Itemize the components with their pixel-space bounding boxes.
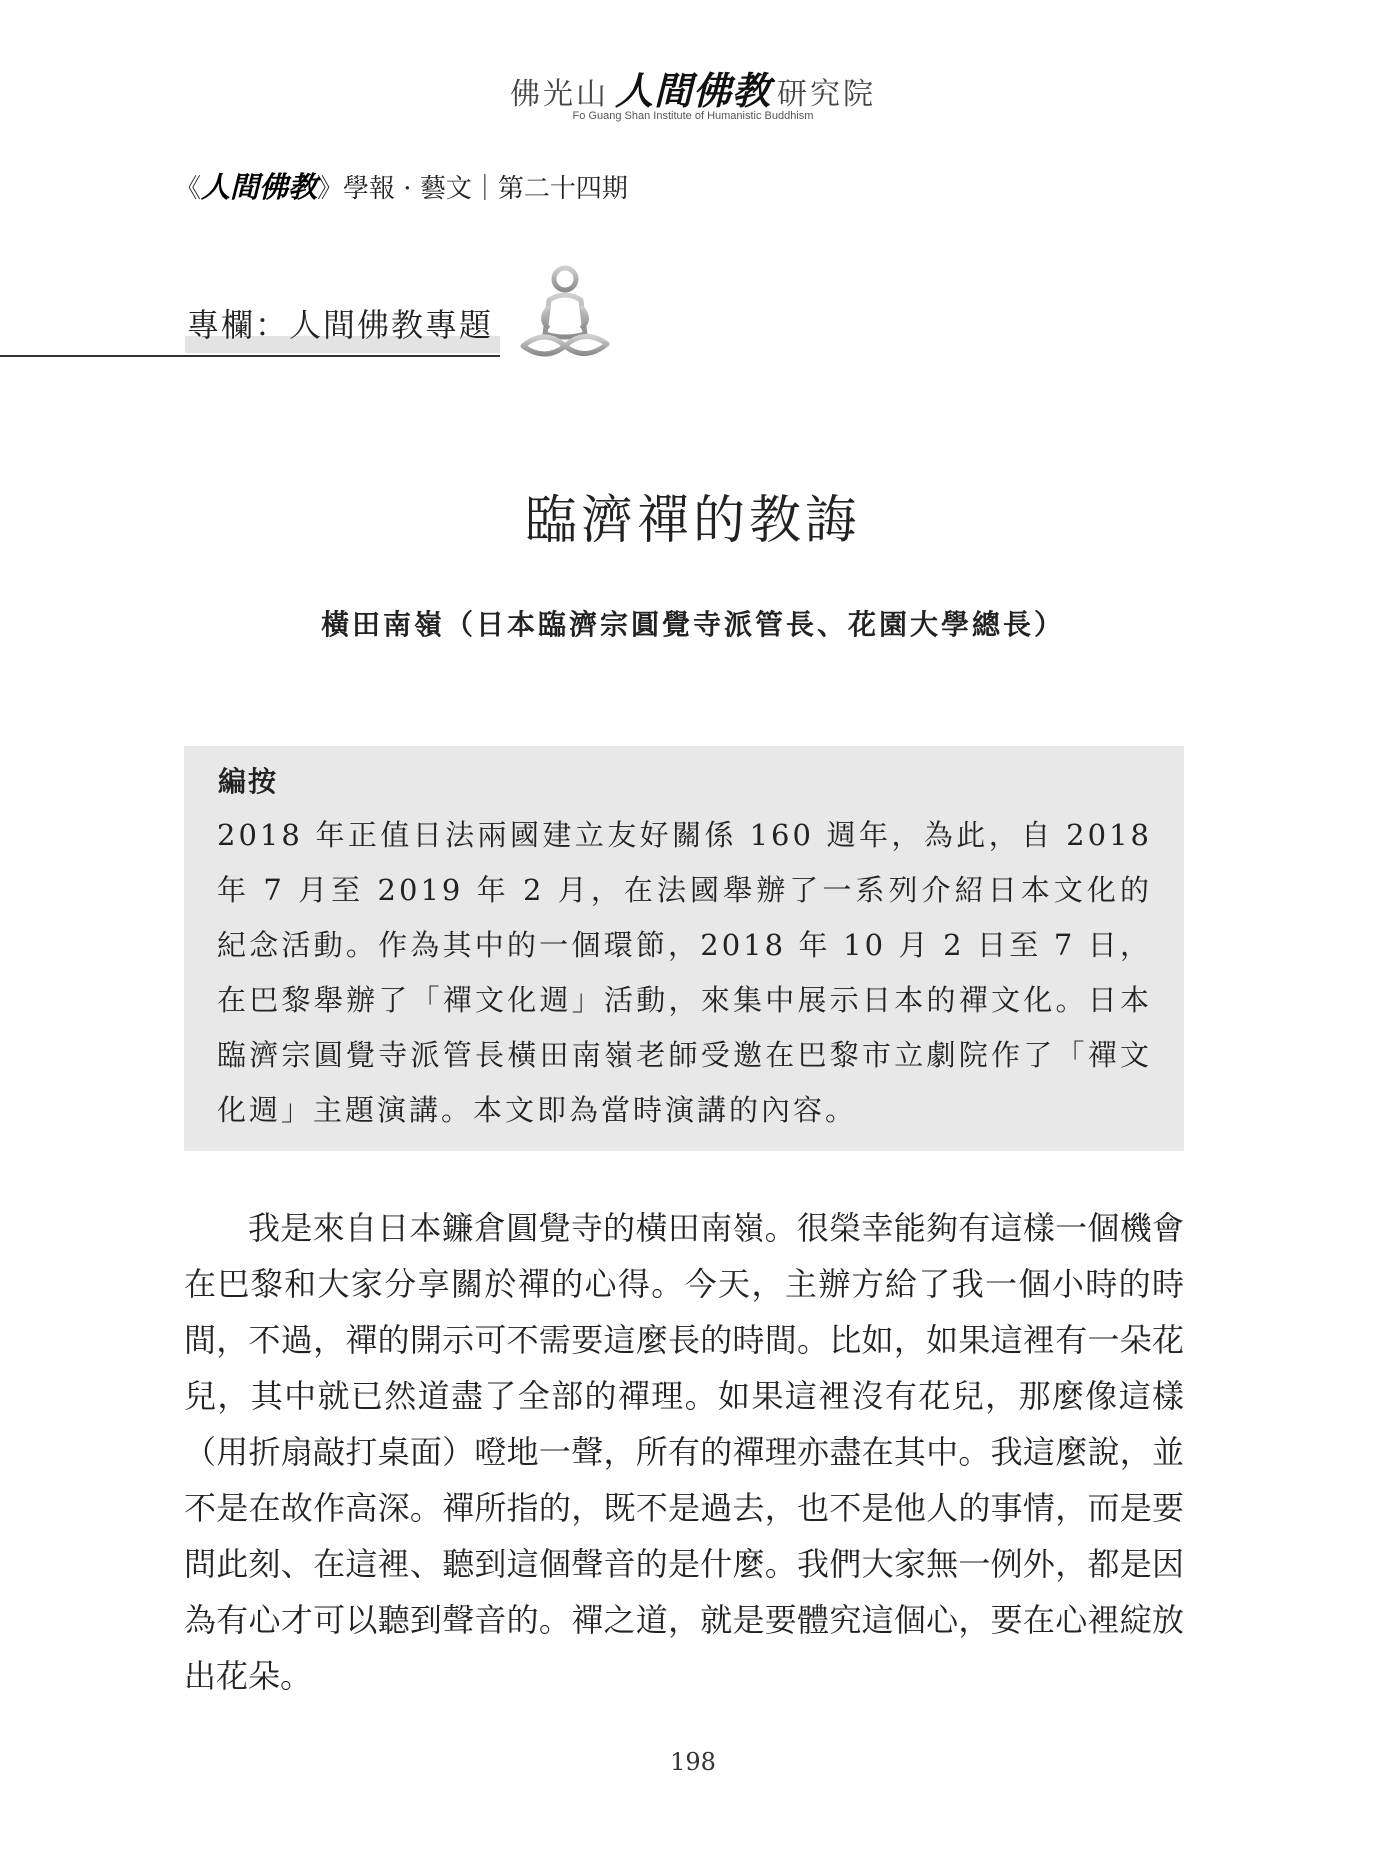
- institute-english-name: Fo Guang Shan Institute of Humanistic Buddhism: [572, 110, 814, 122]
- page-number: 198: [670, 1748, 716, 1776]
- journal-line: [175, 165, 628, 206]
- institute-prefix: 佛光山: [509, 77, 609, 112]
- institute-header: [0, 60, 1386, 115]
- column-rule-divider: [0, 355, 500, 357]
- body-paragraph: 我是來自日本鐮倉圓覺寺的橫田南嶺。很榮幸能夠有這樣一個機會在巴黎和大家分享關於禪的心得。今天，主辦方給了我一個小時的時間，不過，禪的開示可不需要這麼長的時間。比如，如果這裡有一朵花兒，其中就已然道盡了全部的禪理。如果這裡沒有花兒，那麼像這樣（用折扇敲打桌面）噔地一聲，所有的禪理亦盡在其中。我這麼說，並不是在故作高深。禪所指的，既不是過去，也不是他人的事情，而是要問此刻、在這裡、聽到這個聲音的是什麼。我們大家無一例外，都是因為有心才可以聽到聲音的。禪之道，就是要體究這個心，要在心裡綻放出花朵。: [184, 1209, 1184, 1695]
- editor-note-text: 2018 年正值日法兩國建立友好關係 160 週年，為此，自 2018 年 7 月至 2019 年 2 月，在法國舉辦了一系列介紹日本文化的紀念活動。作為其中的一個環節，2018 年 10 月 2 日至 7 日，在巴黎舉辦了「禪文化週」活動，來集中展示日本的禪文化。日本臨濟宗圓覺寺派管長橫田南嶺老師受邀在巴黎市立劇院作了「禪文化週」主題演講。本文即為當時演講的內容。: [217, 818, 1152, 1127]
- institute-brand-logo: 人間佛教: [614, 69, 771, 113]
- journal-brand-logo: 人間佛教: [201, 170, 318, 204]
- column-label: 專欄：人間佛教專題: [187, 306, 494, 344]
- editor-note-heading: 編按: [218, 765, 279, 798]
- author-byline: 橫田南嶺（日本臨濟宗圓覺寺派管長、花園大學總長）: [320, 608, 1065, 641]
- journal-open-bracket: 《: [175, 174, 202, 204]
- article-title: 臨濟禪的教誨: [524, 491, 861, 551]
- journal-issue-info: 學報 · 藝文｜第二十四期: [343, 174, 628, 204]
- journal-close-bracket: 》: [317, 174, 344, 204]
- institute-suffix: 研究院: [777, 77, 876, 112]
- meditation-figure-icon: [515, 262, 615, 362]
